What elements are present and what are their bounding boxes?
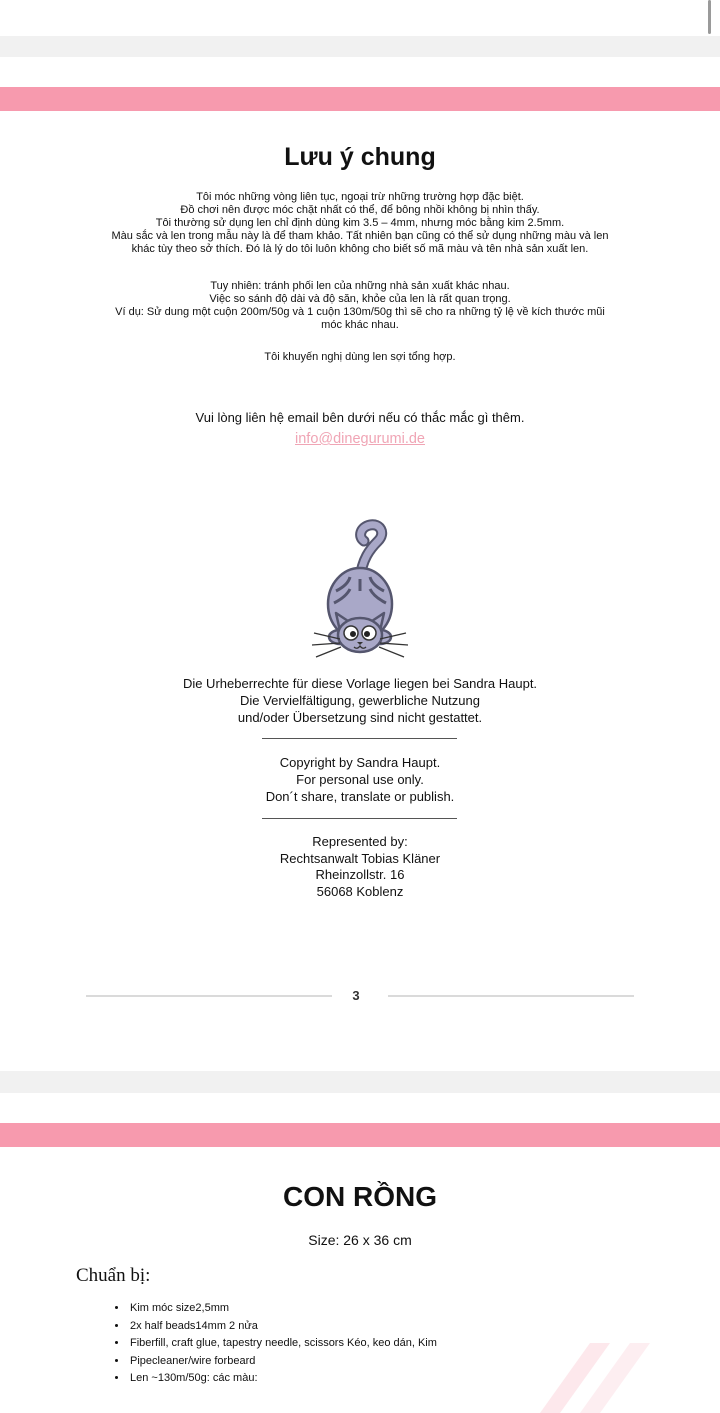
prep-heading: Chuẩn bị: — [76, 1265, 151, 1286]
size-text: Size: 26 x 36 cm — [308, 1232, 412, 1248]
page-title: Lưu ý chung — [284, 143, 436, 171]
text-line: Màu sắc và len trong mẫu này là để tham khảo. Tất nhiên bạn cũng có thể sử dụng những màu và len — [111, 230, 609, 242]
text-line: Die Vervielfältigung, gewerbliche Nutzung — [240, 693, 480, 708]
pattern-title: CON RỒNG — [283, 1181, 437, 1212]
text-line: und/oder Übersetzung sind nicht gestattet. — [237, 710, 483, 725]
footer-line-left — [86, 995, 332, 997]
page-header-bar — [0, 1123, 720, 1147]
decorative-stripes — [480, 1323, 720, 1413]
notes-paragraph-2 — [0, 280, 720, 332]
contact-text: Vui lòng liên hệ email bên dưới nếu có thắc mắc gì thêm. — [195, 410, 525, 425]
german-copyright-notice — [0, 675, 720, 726]
english-copyright-notice — [0, 754, 720, 805]
text-line: Tôi thường sử dụng len chỉ định dùng kim 3.5 – 4mm, nhưng móc bằng kim 2.5mm. — [155, 217, 565, 229]
text-line: Tuy nhiên: tránh phối len của những nhà sản xuất khác nhau. — [210, 280, 510, 292]
list-item: • Fiberfill, craft glue, tapestry needle, scissors Kéo, keo dán, Kim — [128, 1335, 437, 1353]
text-line: Ví dụ: Sử dung một cuộn 200m/50g và 1 cuộn 130m/50g thì sẽ cho ra những tỷ lệ về kích thước mũi — [115, 306, 605, 318]
email-link[interactable]: info@dinegurumi.de — [295, 431, 425, 447]
cat-mascot-icon — [300, 519, 420, 669]
notes-paragraph-3: Tôi khuyến nghị dùng len sợi tổng hợp. — [264, 351, 456, 363]
viewer-top-strip — [0, 0, 720, 36]
divider — [262, 818, 457, 819]
text-line: Đồ chơi nên được móc chặt nhất có thể, để bông nhồi không bị nhìn thấy. — [180, 204, 540, 216]
text-line: Tôi móc những vòng liên tục, ngoại trừ những trường hợp đặc biệt. — [196, 191, 524, 203]
document-page-3 — [0, 57, 720, 1071]
text-line: Việc so sánh độ dài và độ săn, khỏe của len là rất quan trọng. — [209, 293, 511, 305]
text-line: khác tùy theo sở thích. Đó là lý do tôi luôn không cho biết số mã màu và tên nhà sản xuất len. — [131, 243, 589, 255]
text-line: Don´t share, translate or publish. — [265, 789, 455, 804]
list-item: • 2x half beads14mm 2 nửa — [128, 1318, 437, 1336]
text-line: Copyright by Sandra Haupt. — [279, 755, 441, 770]
list-item: • Kim móc size2,5mm — [128, 1300, 437, 1318]
text-line: Rheinzollstr. 16 — [315, 867, 405, 882]
materials-list — [110, 1300, 437, 1388]
page-number: 3 — [352, 988, 360, 1003]
footer-line-right — [388, 995, 634, 997]
divider — [262, 738, 457, 739]
notes-paragraph-1 — [0, 191, 720, 256]
email-line — [0, 430, 720, 448]
list-item: • Pipecleaner/wire forbeard — [128, 1353, 437, 1371]
text-line: móc khác nhau. — [321, 319, 399, 331]
text-line: For personal use only. — [296, 772, 424, 787]
list-item: • Len ~130m/50g: các màu: — [128, 1370, 437, 1388]
text-line: Rechtsanwalt Tobias Kläner — [279, 850, 441, 866]
text-line: Die Urheberrechte für diese Vorlage liegen bei Sandra Haupt. — [182, 676, 538, 691]
text-line: 56068 Koblenz — [316, 883, 404, 899]
text-line: Represented by: — [312, 834, 408, 849]
page-header-bar — [0, 87, 720, 111]
document-page-4 — [0, 1093, 720, 1413]
represented-by-block — [0, 834, 720, 900]
scrollbar[interactable] — [708, 0, 711, 34]
